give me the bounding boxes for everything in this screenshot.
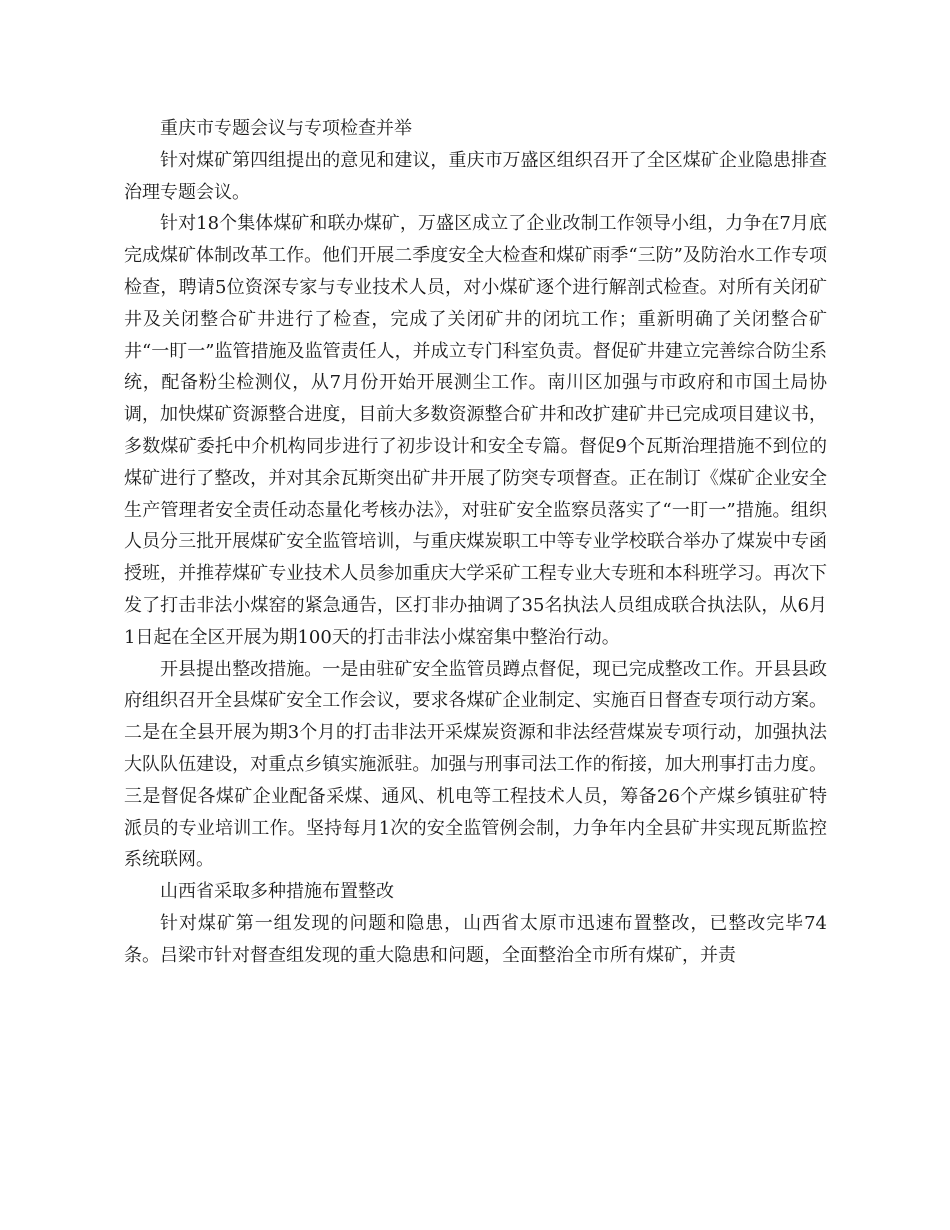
paragraph: 开县提出整改措施。一是由驻矿安全监管员蹲点督促，现已完成整改工作。开县县政府组织召开全县煤矿安全工作会议，要求各煤矿企业制定、实施百日督查专项行动方案。二是在全县开展为期3个月的打击非法开采煤炭资源和非法经营煤炭专项行动，加强执法大队队伍建设，对重点乡镇实施派驻。加强与刑事司法工作的衔接，加大刑事打击力度。三是督促各煤矿企业配备采煤、通风、机电等工程技术人员，筹备26个产煤乡镇驻矿特派员的专业培训工作。坚持每月1次的安全监管例会制，力争年内全县矿井实现瓦斯监控系统联网。 xyxy=(124,658,827,871)
section-heading-shanxi: 山西省采取多种措施布置整改 xyxy=(160,881,394,903)
paragraph: 针对18个集体煤矿和联办煤矿，万盛区成立了企业改制工作领导小组，力争在7月底完成煤矿体制改革工作。他们开展二季度安全大检查和煤矿雨季“三防”及防治水工作专项检查，聘请5位资深专家与专业技术人员，对小煤矿逐个进行解剖式检查。对所有关闭矿井及关闭整合矿井进行了检查，完成了关闭矿井的闭坑工作；重新明确了关闭整合矿井“一盯一”监管措施及监管责任人，并成立专门科室负责。督促矿井建立完善综合防尘系统，配备粉尘检测仪，从7月份开始开展测尘工作。南川区加强与市政府和市国土局协调，加快煤矿资源整合进度，目前大多数资源整合矿井和改扩建矿井已完成项目建议书，多数煤矿委托中介机构同步进行了初步设计和安全专篇。督促9个瓦斯治理措施不到位的煤矿进行了整改，并对其余瓦斯突出矿井开展了防突专项督查。正在制订《煤矿企业安全生产管理者安全责任动态量化考核办法》，对驻矿安全监察员落实了“一盯一”措施。组织人员分三批开展煤矿安全监管培训，与重庆煤炭职工中等专业学校联合举办了煤炭中专函授班，并推荐煤矿专业技术人员参加重庆大学采矿工程专业大专班和本科班学习。再次下发了打击非法小煤窑的紧急通告，区打非办抽调了35名执法人员组成联合执法队，从6月1日起在全区开展为期100天的打击非法小煤窑集中整治行动。 xyxy=(124,213,827,648)
paragraph: 针对煤矿第四组提出的意见和建议，重庆市万盛区组织召开了全区煤矿企业隐患排查治理专题会议。 xyxy=(124,149,827,203)
paragraph: 针对煤矿第一组发现的问题和隐患，山西省太原市迅速布置整改，已整改完毕74条。吕梁市针对督查组发现的重大隐患和问题，全面整治全市所有煤矿，并责 xyxy=(124,912,827,966)
document-body xyxy=(124,113,827,972)
section-heading-chongqing: 重庆市专题会议与专项检查并举 xyxy=(160,118,412,139)
